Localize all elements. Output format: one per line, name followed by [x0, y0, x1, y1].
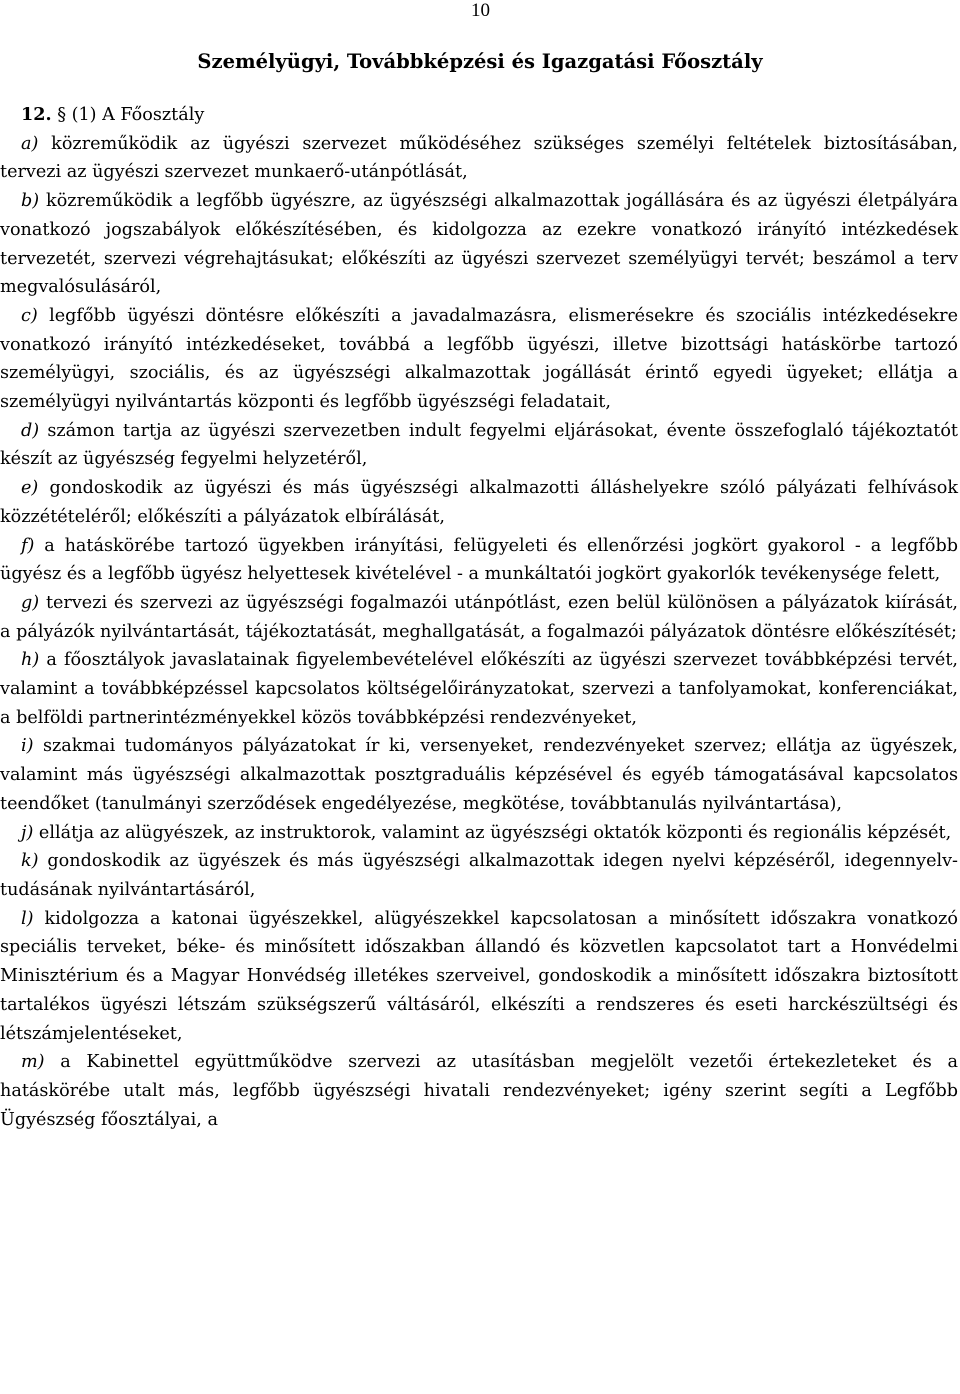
- item-label: j): [21, 822, 34, 843]
- item-text: gondoskodik az ügyészi és más ügyészségi alkalmazotti álláshelyekre szóló pályázati felhívások közzétételéről; előkészíti a pályázatok elbírálását,: [0, 478, 958, 527]
- item-label: k): [21, 851, 39, 872]
- page-number: 10: [471, 0, 490, 21]
- item-text: a hatáskörébe tartozó ügyekben irányítási, felügyeleti és ellenőrzési jogkört gyakorol - a legfőbb ügyész és a legfőbb ügyész helyettesek kivételével - a munkáltatói jogkört gyakorlók tevékenysége felett,: [0, 535, 958, 585]
- list-item-a: [0, 130, 958, 187]
- item-text: gondoskodik az ügyészek és más ügyészségi alkalmazottak idegen nyelvi képzéséről, idegennyelv-tudásának nyilvántartásáról,: [0, 851, 958, 900]
- list-item-l: [0, 905, 958, 1049]
- item-label: h): [21, 650, 40, 671]
- section-intro: [0, 101, 958, 130]
- list-item-m: [0, 1048, 958, 1134]
- list-item-k: [0, 847, 958, 904]
- item-label: b): [21, 191, 40, 212]
- list-item-i: [0, 732, 958, 818]
- item-label: i): [21, 736, 34, 757]
- section-symbol: §: [57, 105, 66, 125]
- list-item-j: [0, 819, 958, 848]
- item-text: szakmai tudományos pályázatokat ír ki, versenyeket, rendezvényeket szervez; ellátja az ügyészek, valamint más ügyészségi alkalmazottak posztgraduális képzésével és egyéb támogatásával kapcsolatos teendőket (tanulmányi szerződések engedélyezése, megkötése, továbbtanulás nyilvántartása),: [0, 736, 958, 814]
- list-item-g: [0, 589, 958, 646]
- item-text: közreműködik az ügyészi szervezet működéséhez szükséges személyi feltételek biztosításában, tervezi az ügyészi szervezet munkaerő-utánpótlását,: [0, 133, 958, 183]
- section-intro-text: (1) A Főosztály: [66, 105, 205, 125]
- section-number: 12.: [21, 104, 52, 125]
- list-item-c: [0, 302, 958, 417]
- item-text: a főosztályok javaslatainak figyelembevételével előkészíti az ügyészi szervezet továbbképzési tervét, valamint a továbbképzéssel kapcsolatos költségelőirányzatokat, szervezi a tanfolyamokat, konferenciákat, a belföldi partnerintézményekkel közös továbbképzési rendezvényeket,: [0, 650, 958, 728]
- list-item-e: [0, 474, 958, 531]
- item-label: d): [21, 420, 40, 441]
- item-label: a): [21, 133, 39, 154]
- section-heading: Személyügyi, Továbbképzési és Igazgatási Főosztály: [197, 50, 763, 73]
- item-text: közreműködik a legfőbb ügyészre, az ügyészségi alkalmazottak jogállására és az ügyészi életpályára vonatkozó jogszabályok előkészítésében, és kidolgozza az ezekre vonatkozó irányító intézkedések tervezetét, szervezi végrehajtásukat; előkészíti az ügyészi szervezet személyügyi tervét; beszámol a terv megvalósulásáról,: [0, 191, 958, 298]
- item-label: c): [21, 305, 38, 326]
- item-label: m): [21, 1052, 45, 1073]
- item-label: e): [21, 478, 39, 499]
- item-text: számon tartja az ügyészi szervezetben indult fegyelmi eljárásokat, évente összefoglaló tájékoztatót készít az ügyészség fegyelmi helyzetéről,: [0, 420, 958, 470]
- list-item-b: [0, 187, 958, 302]
- item-label: f): [21, 535, 35, 556]
- item-text: kidolgozza a katonai ügyészekkel, alügyészekkel kapcsolatosan a minősített időszakra vonatkozó speciális terveket, béke- és minősített időszakban állandó és közvetlen kapcsolatot tart a Honvédelmi Minisztérium és a Magyar Honvédség illetékes szerveivel, gondoskodik a minősített időszakra biztosított tartalékos ügyészi létszám szükségszerű váltásáról, elkészíti a rendszeres és eseti harckészültségi és létszámjelentéseket,: [0, 908, 958, 1044]
- item-text: tervezi és szervezi az ügyészségi fogalmazói utánpótlást, ezen belül különösen a pályázatok kiírását, a pályázók nyilvántartását, tájékoztatását, meghallgatását, a fogalmazói pályázatok döntésre előkészítését;: [0, 592, 958, 642]
- list-item-d: [0, 417, 958, 474]
- document-body: [0, 101, 958, 1134]
- list-item-h: [0, 646, 958, 732]
- item-label: l): [21, 908, 34, 929]
- item-text: a Kabinettel együttműködve szervezi az utasításban megjelölt vezetői értekezleteket és a hatáskörébe utalt más, legfőbb ügyészségi hivatali rendezvényeket; igény szerint segíti a Legfőbb Ügyészség főosztályai, a: [0, 1052, 958, 1130]
- item-text: ellátja az alügyészek, az instruktorok, valamint az ügyészségi oktatók központi és regionális képzését,: [33, 822, 952, 843]
- item-label: g): [21, 592, 40, 613]
- item-text: legfőbb ügyészi döntésre előkészíti a javadalmazásra, elismerésekre és szociális intézkedésekre vonatkozó irányító intézkedéseket, továbbá a legfőbb ügyészi, illetve bizottsági hatáskörbe tartozó személyügyi, szociális, és az ügyészségi alkalmazottak jogállását érintő egyedi ügyeket; ellátja a személyügyi nyilvántartás központi és legfőbb ügyészségi feladatait,: [0, 305, 958, 413]
- list-item-f: [0, 532, 958, 589]
